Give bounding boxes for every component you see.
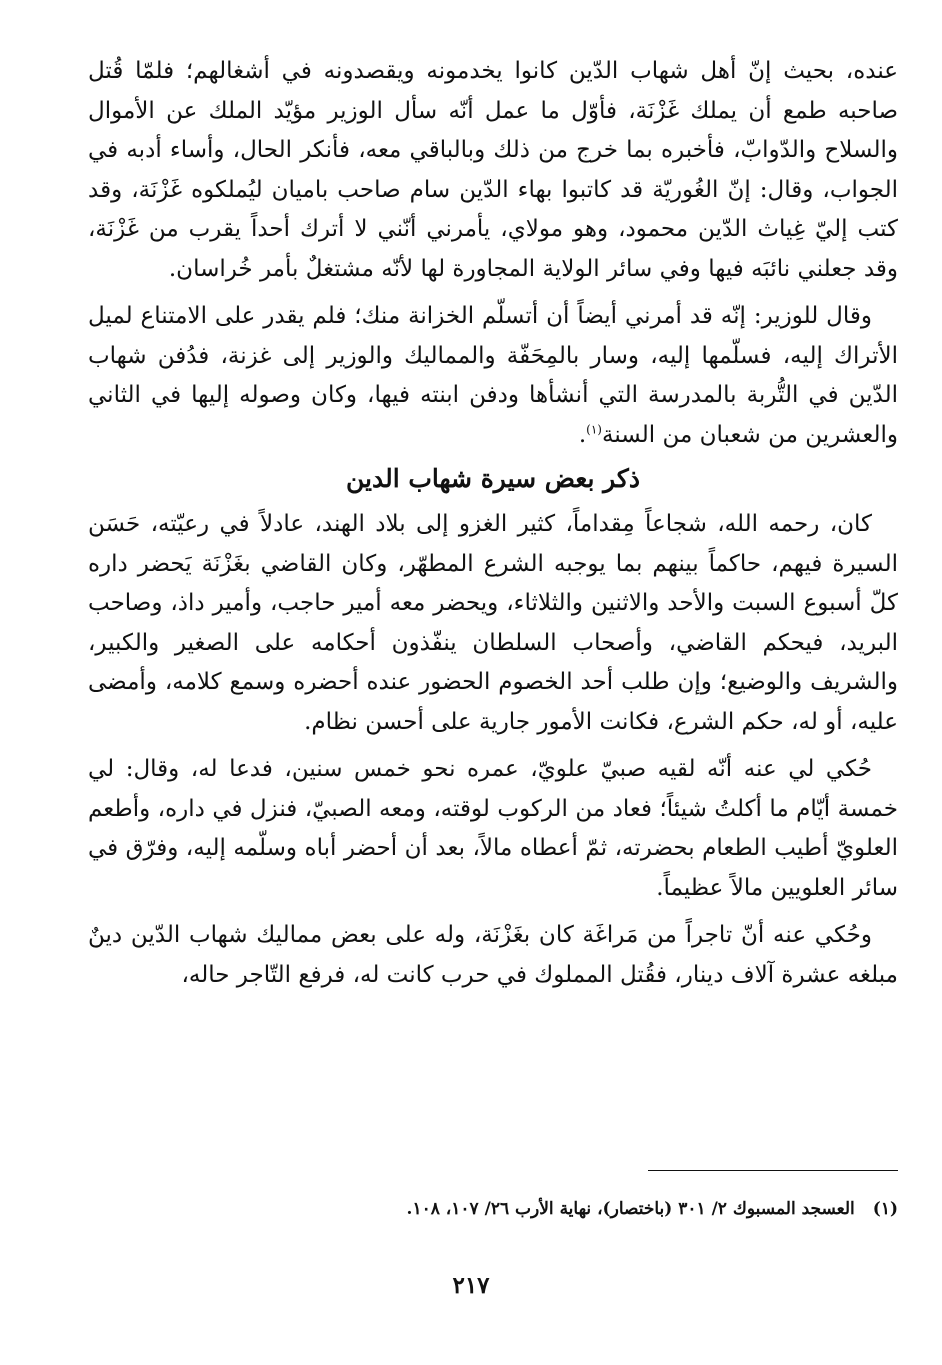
- footnote-reference[interactable]: (١): [586, 421, 602, 436]
- paragraph-1-text: عنده، بحيث إنّ أهل شهاب الدّين كانوا يخدمونه ويقصدونه في أشغالهم؛ فلمّا قُتل صاحبه طمع أن يملك غَزْنَة، فأوّل ما عمل أنّه سأل الوزير مؤيّد الملك عن الأموال والسلاح والدّوابّ، فأخبره بما خرج من ذلك وبالباقي معه، فأنكر الحال، وأساء أدبه في الجواب، وقال: إنّ الغُوريّة قد كاتبوا بهاء الدّين سام صاحب باميان ليُملكوه غَزْنَة، وقد كتب إليّ غِياث الدّين محمود، وهو مولاي، يأمرني أنّني لا أترك أحداً يقرب من غَزْنَة، وقد جعلني نائبَه فيها وفي سائر الولاية المجاورة لها لأنّه مشتغلٌ بأمر خُراسان.: [88, 58, 898, 282]
- footnote-divider: [648, 1170, 898, 1171]
- page-number: ٢١٧: [452, 1272, 490, 1299]
- footnote: [120, 1196, 898, 1222]
- paragraph-4: [88, 750, 898, 908]
- paragraph-4-text: حُكي لي عنه أنّه لقيه صبيّ علويّ، عمره نحو خمس سنين، فدعا له، وقال: لي خمسة أيّام ما أكلتُ شيئاً؛ فعاد من الركوب لوقته، ومعه الصبيّ، فنزل في داره، وأطعم العلويّ أطيب الطعام بحضرته، ثمّ أعطاه مالاً، بعد أن أحضر أباه وسلّمه إليه، وفرّق في سائر العلويين مالاً عظيماً.: [88, 756, 898, 901]
- paragraph-gap: [88, 289, 898, 297]
- footnote-text: العسجد المسبوك ٢/ ٣٠١ (باختصار)، نهاية الأرب ٢٦/ ١٠٧، ١٠٨.: [406, 1199, 855, 1219]
- paragraph-5-text: وحُكي عنه أنّ تاجراً من مَراغَة كان بغَزْنَة، وله على بعض مماليك شهاب الدّين دينٌ مبلغه عشرة آلاف دينار، فقُتل المملوك في حرب كانت له، فرفع التّاجر حاله،: [88, 922, 898, 988]
- paragraph-5: [88, 916, 898, 995]
- paragraph-gap: [88, 742, 898, 750]
- paragraph-2: وقال للوزير: إنّه قد أمرني أيضاً أن أتسلّم الخزانة منك؛ فلم يقدر على الامتناع لميل الأتراك إليه، فسلّمها إليه، وسار بالمِحَفّة والمماليك والوزير إلى غزنة، فدُفن شهاب الدّين في التُّربة بالمدرسة التي أنشأها ودفن ابنته فيها، وكان وصوله إليها في الثاني والعشرين من شعبان من السنة$^{(١)}$.: [88, 303, 898, 448]
- paragraph-3: [88, 505, 898, 742]
- paragraph-1: [88, 52, 898, 289]
- footnote-number: (١): [872, 1199, 898, 1219]
- paragraph-3-text: كان، رحمه الله، شجاعاً مِقداماً، كثير الغزو إلى بلاد الهند، عادلاً في رعيّته، حَسَن السيرة فيهم، حاكماً بينهم بما يوجبه الشرع المطهّر، وكان القاضي بغَزْنَة يَحضر داره كلّ أسبوع السبت والأحد والاثنين والثلاثاء، ويحضر معه أمير حاجب، وأمير داذ، وصاحب البريد، فيحكم القاضي، وأصحاب السلطان ينفّذون أحكامه على الصغير والكبير، والشريف والوضيع؛ وإن طلب أحد الخصوم الحضور عنده أحضره وسمع كلامه، وأمضى عليه، أو له، حكم الشرع، فكانت الأمور جارية على أحسن نظام.: [88, 511, 898, 735]
- page-body: [88, 52, 898, 995]
- section-heading: ذكر بعض سيرة شهاب الدين: [346, 464, 640, 493]
- paragraph-gap: [88, 908, 898, 916]
- paragraph-2-text: وقال للوزير: إنّه قد أمرني أيضاً أن أتسلّم الخزانة منك؛ فلم يقدر على الامتناع لميل الأتراك إليه، فسلّمها إليه، وسار بالمِحَفّة والمماليك والوزير إلى غزنة، فدُفن شهاب الدّين في التُّربة بالمدرسة التي أنشأها ودفن ابنته فيها، وكان وصوله إليها في الثاني والعشرين من شعبان من السنة: [88, 303, 898, 448]
